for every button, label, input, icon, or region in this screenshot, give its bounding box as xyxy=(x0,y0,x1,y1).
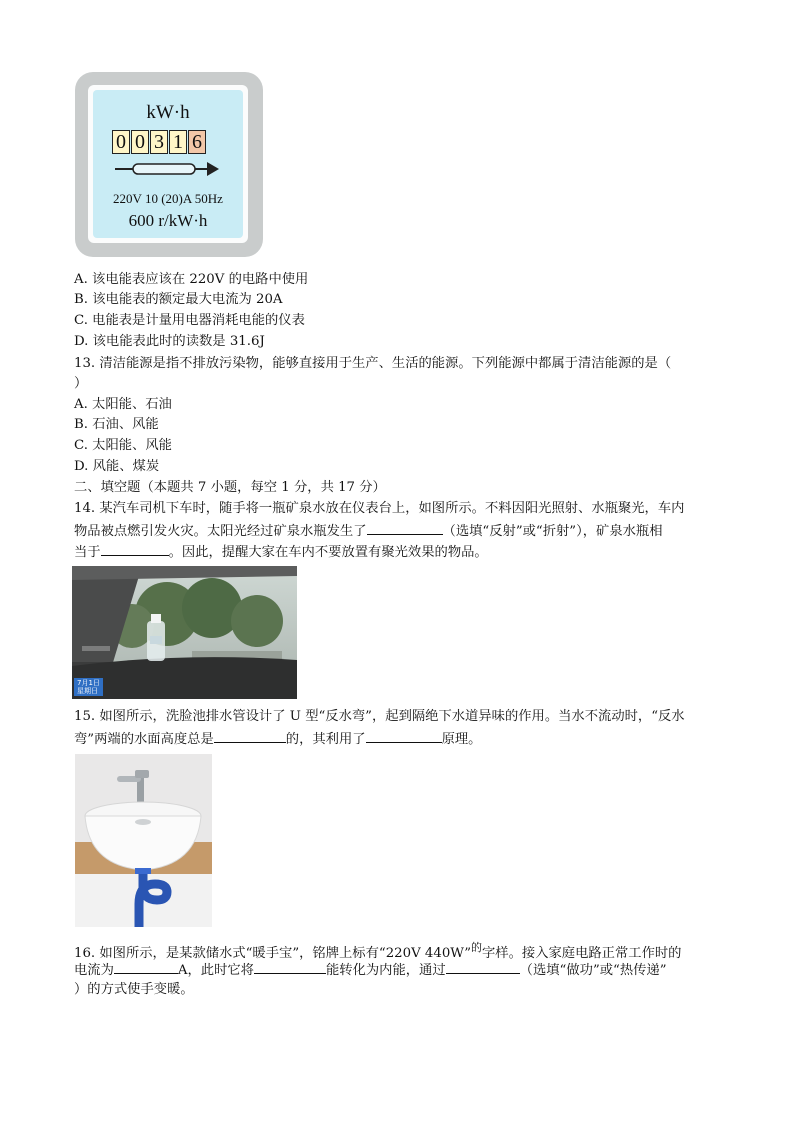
sink-u-trap-photo xyxy=(75,754,212,927)
answer-blank[interactable] xyxy=(366,730,442,743)
answer-blank[interactable] xyxy=(214,730,286,743)
meter-digit-decimal: 6 xyxy=(188,130,206,154)
answer-blank[interactable] xyxy=(101,543,169,556)
q16-stem-line2: 电流为 A，此时它将 能转化为内能，通过 （选填“做功”或“热传递” xyxy=(74,963,667,978)
q12-option-c: C. 电能表是计量用电器消耗电能的仪表 xyxy=(74,313,305,328)
q13-option-b: B. 石油、风能 xyxy=(74,417,159,432)
date-caption: 7月1日 星期日 xyxy=(74,678,103,696)
meter-digit: 1 xyxy=(169,130,187,154)
meter-digits xyxy=(112,130,207,155)
meter-face xyxy=(93,90,243,238)
answer-blank[interactable] xyxy=(114,961,178,974)
meter-digit: 0 xyxy=(112,130,130,154)
meter-digit: 0 xyxy=(131,130,149,154)
q14-stem-line2: 物品被点燃引发火灾。太阳光经过矿泉水瓶发生了 （选填“反射”或“折射”），矿泉水瓶相 xyxy=(74,524,663,539)
meter-spec: 220V 10 (20)A 50Hz xyxy=(113,191,223,206)
q14-stem: 14. 某汽车司机下车时，随手将一瓶矿泉水放在仪表台上，如图所示。不料因阳光照射、水瓶聚光，车内 xyxy=(74,501,685,516)
q14-stem-line3: 当于 。因此，提醒大家在车内不要放置有聚光效果的物品。 xyxy=(74,545,488,560)
q13-option-d: D. 风能、煤炭 xyxy=(74,459,160,474)
q16-stem: 16. 如图所示，是某款储水式“暖手宝”，铭牌上标有“220V 440W”$^的$字样。接入家庭电路正常工作时的 xyxy=(74,941,682,961)
q13-stem-cont: ） xyxy=(74,376,88,391)
section-title: 二、填空题（本题共 7 小题，每空 1 分，共 17 分） xyxy=(74,480,386,495)
car-dashboard-photo xyxy=(72,566,297,699)
q12-option-b: B. 该电能表的额定最大电流为 20A xyxy=(74,292,283,307)
q13-stem: 13. 清洁能源是指不排放污染物，能够直接用于生产、生活的能源。下列能源中都属于清洁能源的是（ xyxy=(74,356,672,371)
q13-option-c: C. 太阳能、风能 xyxy=(74,438,172,453)
meter-rate: 600 r/kW·h xyxy=(128,211,208,230)
meter-unit: kW·h xyxy=(146,102,190,123)
answer-blank[interactable] xyxy=(446,961,520,974)
q12-option-d: D. 该电能表此时的读数是 31.6J xyxy=(74,334,265,349)
energy-meter-figure xyxy=(75,72,263,257)
q12-option-a: A. 该电能表应该在 220V 的电路中使用 xyxy=(74,272,309,287)
q16-stem-line3: ）的方式使手变暖。 xyxy=(74,982,194,997)
superscript-char: 的 xyxy=(471,941,483,954)
q15-stem: 15. 如图所示，洗脸池排水管设计了 U 型“反水弯”，起到隔绝下水道异味的作用。当水不流动时，“反水 xyxy=(74,709,685,724)
q13-option-a: A. 太阳能、石油 xyxy=(74,397,172,412)
answer-blank[interactable] xyxy=(367,522,443,535)
rotation-arrow-icon xyxy=(113,159,221,179)
meter-digit: 3 xyxy=(150,130,168,154)
answer-blank[interactable] xyxy=(254,961,326,974)
q15-stem-line2: 弯”两端的水面高度总是 的，其利用了 原理。 xyxy=(74,732,482,747)
